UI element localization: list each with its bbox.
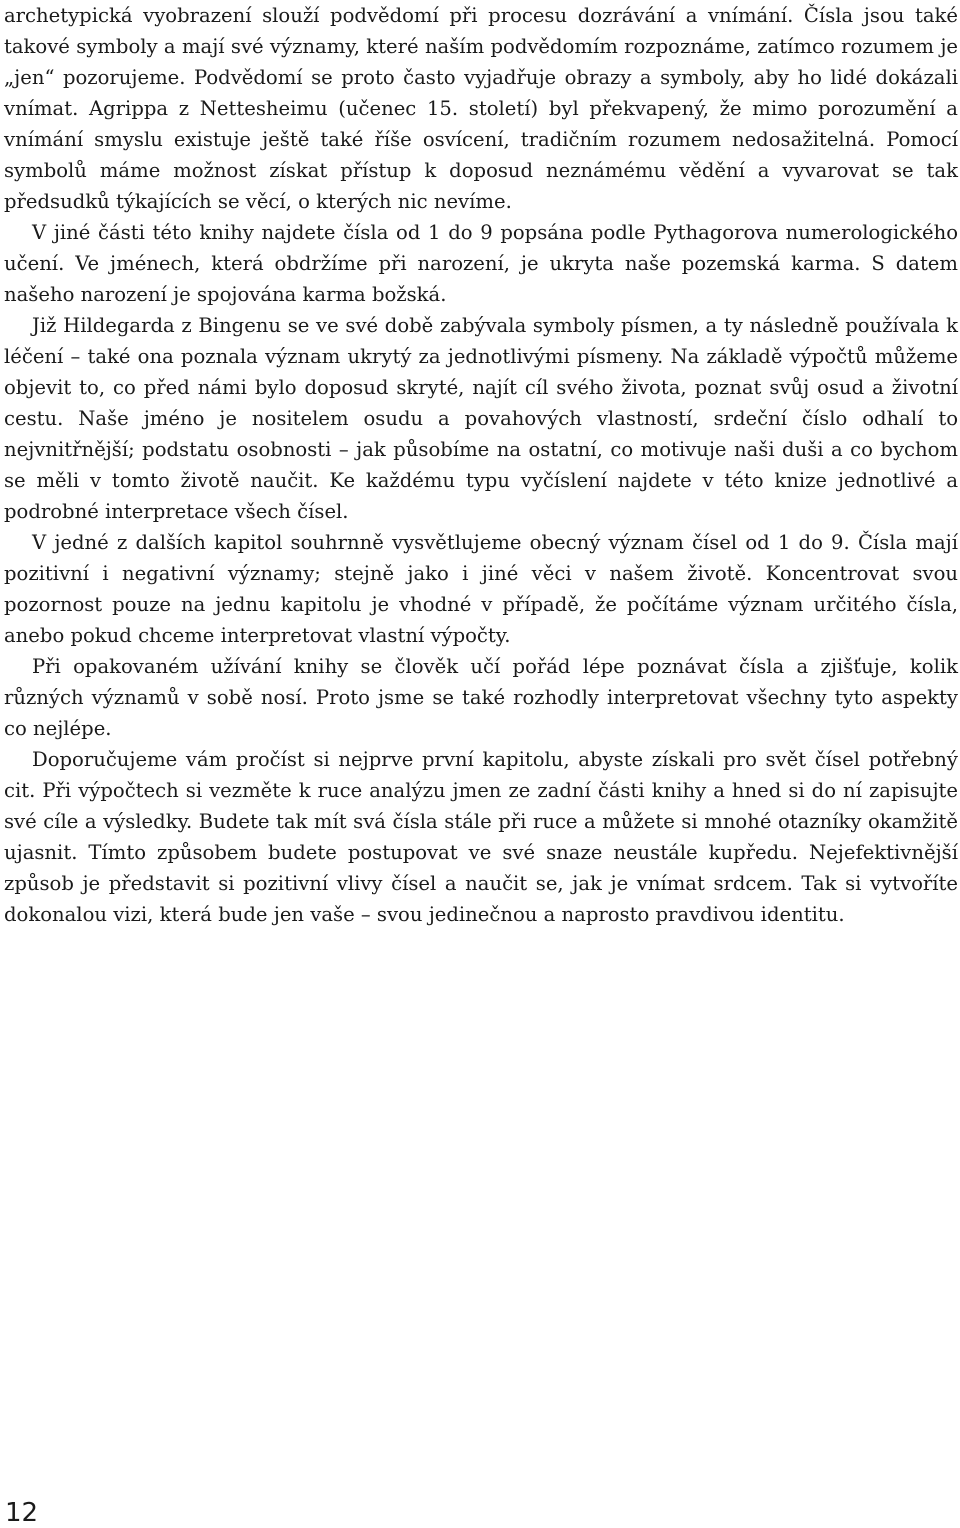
paragraph-hildegard: Již Hildegarda z Bingenu se ve své době zabývala symboly písmen, a ty následně používala k léčení – také ona poznala význam ukrytý za jednotlivými písmeny. Na základě výpočtů můžeme objevit to, co před námi bylo doposud skryté, najít cíl svého života, poznat svůj osud a životní cestu. Naše jméno je nositelem osudu a povahových vlastností, srdeční číslo odhalí to nejvnitřnější; podstatu osobnosti – jak působíme na ostatní, co motivuje naši duši a co bychom se měli v tomto životě naučit. Ke každému typu vyčíslení najdete v této knize jednotlivé a podrobné interpretace všech čísel. [4,314,958,523]
paragraph-pythagoras: V jiné části této knihy najdete čísla od 1 do 9 popsána podle Pythagorova numerologického učení. Ve jménech, která obdržíme při narození, je ukryta naše pozemská karma. S datem našeho narození je spojována karma božská. [4,221,958,306]
page-number: 12 [5,1498,39,1528]
paragraph-meanings: V jedné z dalších kapitol souhrnně vysvětlujeme obecný význam čísel od 1 do 9. Čísla mají pozitivní i negativní významy; stejně jako i jiné věci v našem životě. Koncentrovat svou pozornost pouze na jednu kapitolu je vhodné v případě, že počítáme význam určitého čísla, anebo pokud chceme interpretovat vlastní výpočty. [4,531,958,647]
paragraph-recommendation: Doporučujeme vám pročíst si nejprve první kapitolu, abyste získali pro svět čísel potřebný cit. Při výpočtech si vezměte k ruce analýzu jmen ze zadní části knihy a hned si do ní zapisujte své cíle a výsledky. Budete tak mít svá čísla stále při ruce a můžete si mnohé otazníky okamžitě ujasnit. Tímto způsobem budete postupovat ve své snaze neustále kupředu. Nejefektivnější způsob je představit si pozitivní vlivy čísel a naučit se, jak je vnímat srdcem. Tak si vytvoříte dokonalou vizi, která bude jen vaše – svou jedinečnou a naprosto pravdivou identitu. [4,748,958,926]
paragraph-repeated-use: Při opakovaném užívání knihy se člověk učí pořád lépe poznávat čísla a zjišťuje, kolik různých významů v sobě nosí. Proto jsme se také rozhodly interpretovat všechny tyto aspekty co nejlépe. [4,655,958,740]
page-body [4,0,958,930]
paragraph-archetypes: archetypická vyobrazení slouží podvědomí při procesu dozrávání a vnímání. Čísla jsou také takové symboly a mají své významy, které naším podvědomím rozpoznáme, zatímco rozumem je „jen“ pozorujeme. Podvědomí se proto často vyjadřuje obrazy a symboly, aby ho lidé dokázali vnímat. Agrippa z Nettesheimu (učenec 15. století) byl překvapený, že mimo porozumění a vnímání smyslu existuje ještě také říše osvícení, tradičním rozumem nedosažitelná. Pomocí symbolů máme možnost získat přístup k doposud neznámému vědění a vyvarovat se tak předsudků týkajících se věcí, o kterých nic nevíme. [4,4,958,213]
